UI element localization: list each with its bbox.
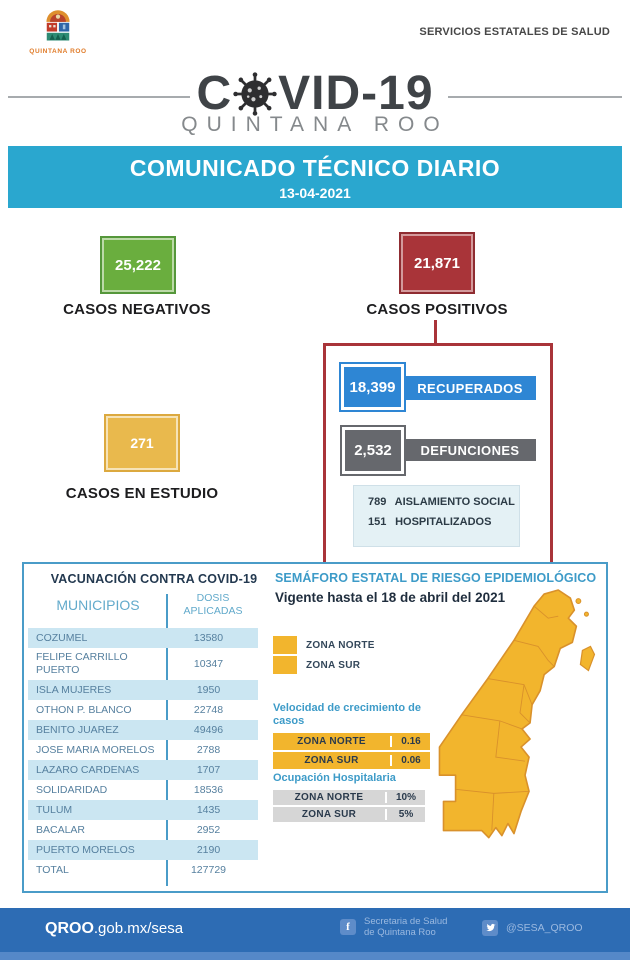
facebook-link[interactable] (340, 916, 447, 938)
municipality-name: LAZARO CARDENAS (36, 763, 140, 776)
table-row (28, 760, 258, 780)
state-crest-icon (39, 6, 77, 42)
positive-cases-box: 21,871 (399, 232, 475, 294)
bulletin-date: 13-04-2021 (279, 185, 351, 201)
doses-value: 13580 (193, 632, 224, 644)
semaforo-title: SEMÁFORO ESTATAL DE RIESGO EPIDEMIOLÓGICO (275, 571, 597, 585)
zone-value: 10% (385, 792, 425, 803)
municipality-name: BENITO JUAREZ (36, 723, 119, 736)
twitter-icon (482, 920, 498, 936)
virus-icon (233, 72, 277, 116)
footer-url-rest: .gob.mx/sesa (93, 920, 184, 937)
growth-row (273, 752, 430, 769)
hospital-occupancy-table (273, 790, 425, 824)
state-map-icon (434, 588, 606, 890)
footer (0, 908, 630, 960)
table-row-total (28, 860, 258, 880)
isolation-row (368, 496, 519, 508)
isolation-value: 789 (368, 496, 387, 508)
doses-value: 1707 (196, 764, 221, 776)
table-row (28, 648, 258, 680)
negative-cases-label: CASOS NEGATIVOS (63, 301, 211, 318)
facebook-line1: Secretaria de Salud (364, 916, 448, 927)
covid-title-suffix: VID-19 (278, 67, 434, 120)
logo-caption: QUINTANA ROO (29, 48, 87, 55)
agency-title: SERVICIOS ESTATALES DE SALUD (419, 26, 610, 38)
cases-under-study-box: 271 (104, 414, 180, 472)
vaccination-semaforo-panel (22, 562, 608, 893)
footer-url-link[interactable] (45, 920, 183, 938)
doses-value: 49496 (193, 724, 224, 736)
municipality-name: PUERTO MORELOS (36, 843, 135, 856)
doses-value: 22748 (193, 704, 224, 716)
table-row (28, 820, 258, 840)
cases-under-study-label: CASOS EN ESTUDIO (65, 485, 219, 502)
doses-value: 127729 (190, 864, 227, 876)
twitter-link[interactable] (482, 920, 583, 936)
municipality-name: BACALAR (36, 823, 86, 836)
occupancy-row (273, 790, 425, 805)
occupancy-row (273, 807, 425, 822)
legend-label: ZONA NORTE (306, 639, 375, 651)
zona-norte-swatch (273, 636, 297, 654)
twitter-handle: @SESA_QROO (506, 921, 583, 934)
legend-label: ZONA SUR (306, 659, 361, 671)
bulletin-title: COMUNICADO TÉCNICO DIARIO (129, 155, 501, 181)
growth-rate-table (273, 733, 430, 771)
footer-accent-strip (0, 952, 630, 960)
zone-label: ZONA SUR (301, 809, 357, 820)
quintana-roo-logo (22, 6, 94, 55)
zone-value: 0.16 (390, 736, 430, 747)
table-row (28, 740, 258, 760)
facebook-line2: de Quintana Roo (364, 927, 436, 938)
municipality-name: TULUM (36, 803, 73, 816)
deaths-value-box: 2,532 (340, 425, 406, 476)
doses-value: 18536 (193, 784, 224, 796)
municipality-name: JOSE MARIA MORELOS (36, 743, 155, 756)
vaccination-title: VACUNACIÓN CONTRA COVID-19 (50, 572, 258, 586)
covid-subtitle: QUINTANA ROO (181, 113, 449, 136)
negative-cases-box: 25,222 (100, 236, 176, 294)
municipality-name: COZUMEL (36, 631, 88, 644)
doses-value: 10347 (193, 658, 224, 670)
footer-url-bold: QROO (45, 920, 94, 937)
zona-sur-swatch (273, 656, 297, 674)
table-row (28, 840, 258, 860)
zone-label: ZONA NORTE (297, 736, 366, 747)
doses-value: 1435 (196, 804, 221, 816)
table-row (28, 700, 258, 720)
zone-value: 0.06 (390, 755, 430, 766)
zone-value: 5% (385, 809, 425, 820)
table-row (28, 720, 258, 740)
covid-title-prefix: C (196, 67, 233, 120)
isolation-label: AISLAMIENTO SOCIAL (394, 496, 515, 508)
doses-value: 2788 (196, 744, 221, 756)
daily-bulletin-banner (8, 146, 622, 208)
semaforo-valid-until: Vigente hasta el 18 de abril del 2021 (275, 590, 506, 605)
doses-value: 2190 (196, 844, 221, 856)
column-header-dosis: DOSIS APLICADAS (183, 592, 243, 617)
municipality-name: FELIPE CARRILLO PUERTO (36, 651, 128, 676)
positive-cases-connector (434, 320, 437, 344)
deaths-bar: DEFUNCIONES (404, 439, 536, 461)
table-row (28, 628, 258, 648)
municipality-name: OTHON P. BLANCO (36, 703, 132, 716)
doses-value: 1950 (196, 684, 221, 696)
hospitalized-label: HOSPITALIZADOS (395, 516, 492, 528)
column-header-municipios: MUNICIPIOS (56, 597, 140, 613)
isolation-hospitalized-box (353, 485, 520, 547)
facebook-icon: f (340, 919, 356, 935)
growth-row (273, 733, 430, 750)
recovered-value-box: 18,399 (339, 362, 406, 412)
municipality-name: TOTAL (36, 863, 69, 876)
zone-label: ZONA NORTE (294, 792, 364, 803)
positive-cases-label: CASOS POSITIVOS (366, 301, 508, 318)
table-row (28, 780, 258, 800)
growth-rate-title: Velocidad de crecimiento de casos (273, 702, 421, 727)
table-row (28, 680, 258, 700)
municipality-name: ISLA MUJERES (36, 683, 112, 696)
hospitalized-value: 151 (368, 516, 387, 528)
doses-value: 2952 (196, 824, 221, 836)
municipality-name: SOLIDARIDAD (36, 783, 108, 796)
legend-zona-sur (273, 656, 360, 674)
recovered-bar: RECUPERADOS (404, 376, 536, 400)
hospitalized-row (368, 516, 519, 528)
hospital-occupancy-title: Ocupación Hospitalaria (273, 772, 396, 784)
zone-label: ZONA SUR (304, 755, 359, 766)
quintana-roo-risk-map (434, 588, 606, 890)
table-row (28, 800, 258, 820)
legend-zona-norte (273, 636, 375, 654)
vaccination-table (28, 628, 258, 880)
